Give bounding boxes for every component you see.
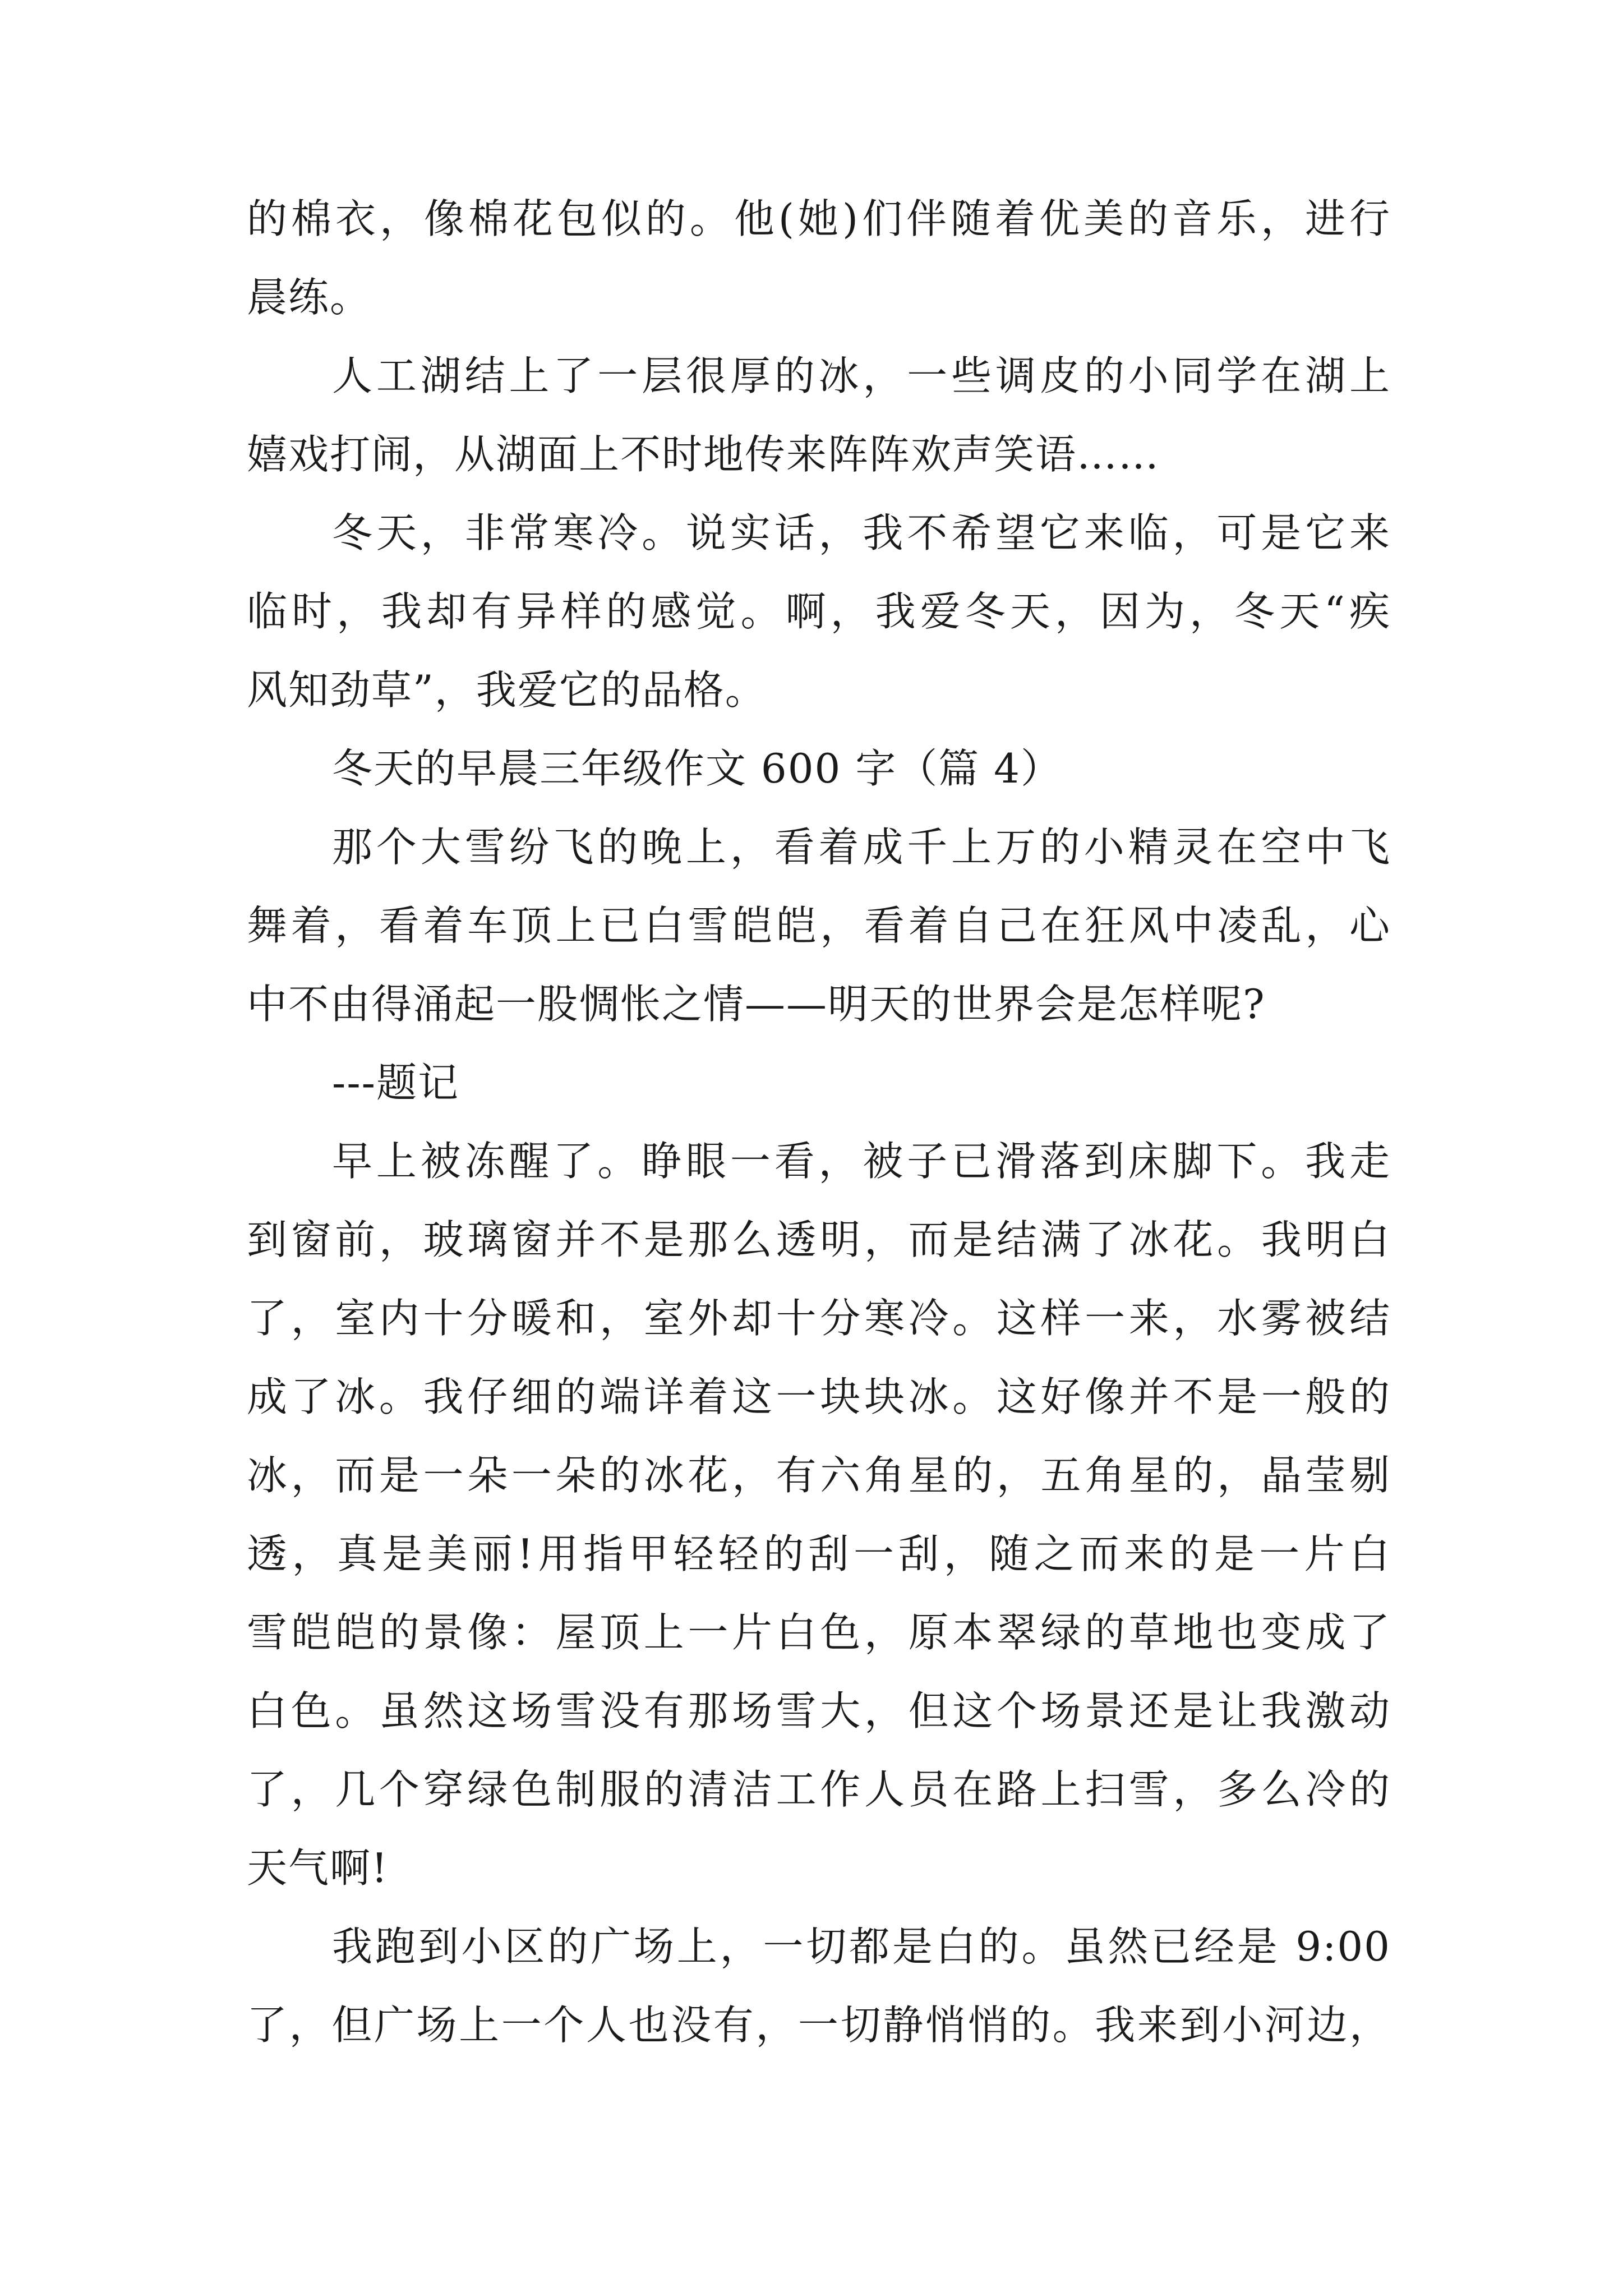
text-line: 中不由得涌起一股惆怅之情——明天的世界会是怎样呢?: [247, 981, 1266, 1028]
text-line: 了，几个穿绿色制服的清洁工作人员在路上扫雪，多么冷的: [247, 1766, 1391, 1813]
text-line: 临时，我却有异样的感觉。啊，我爱冬天，因为，冬天“疾: [247, 588, 1391, 635]
text-line: 舞着，看着车顶上已白雪皑皑，看着自己在狂风中凌乱，心: [247, 902, 1391, 949]
text-line: 人工湖结上了一层很厚的冰，一些调皮的小同学在湖上: [332, 352, 1391, 399]
text-line: 成了冰。我仔细的端详着这一块块冰。这好像并不是一般的: [247, 1373, 1391, 1420]
text-line: 那个大雪纷飞的晚上，看着成千上万的小精灵在空中飞: [332, 823, 1391, 871]
text-line: 雪皑皑的景像：屋顶上一片白色，原本翠绿的草地也变成了: [247, 1609, 1391, 1656]
text-line: 天气啊!: [247, 1844, 389, 1892]
text-line: 早上被冻醒了。睁眼一看，被子已滑落到床脚下。我走: [332, 1138, 1391, 1185]
text-line: 的棉衣，像棉花包似的。他(她)们伴随着优美的音乐，进行: [247, 195, 1391, 242]
text-line: 了，但广场上一个人也没有，一切静悄悄的。我来到小河边，: [247, 2001, 1391, 2049]
text-line: 嬉戏打闹，从湖面上不时地传来阵阵欢声笑语……: [247, 431, 1160, 478]
text-line: 我跑到小区的广场上，一切都是白的。虽然已经是 9:00: [332, 1923, 1391, 1970]
text-line: 透，真是美丽!用指甲轻轻的刮一刮，随之而来的是一片白: [247, 1530, 1391, 1577]
epigraph-note: ---题记: [332, 1059, 459, 1106]
text-line: 到窗前，玻璃窗并不是那么透明，而是结满了冰花。我明白: [247, 1216, 1391, 1263]
text-line: 冰，而是一朵一朵的冰花，有六角星的，五角星的，晶莹剔: [247, 1452, 1391, 1499]
text-line: 风知劲草”，我爱它的品格。: [247, 666, 767, 714]
body-text: [247, 180, 1391, 2064]
text-line: 冬天，非常寒冷。说实话，我不希望它来临，可是它来: [332, 509, 1391, 556]
text-line: 了，室内十分暖和，室外却十分寒冷。这样一来，水雾被结: [247, 1295, 1391, 1342]
section-heading: 冬天的早晨三年级作文 600 字（篇 4）: [332, 745, 1062, 792]
text-line: 晨练。: [247, 274, 372, 321]
text-line: 白色。虽然这场雪没有那场雪大，但这个场景还是让我激动: [247, 1687, 1391, 1734]
